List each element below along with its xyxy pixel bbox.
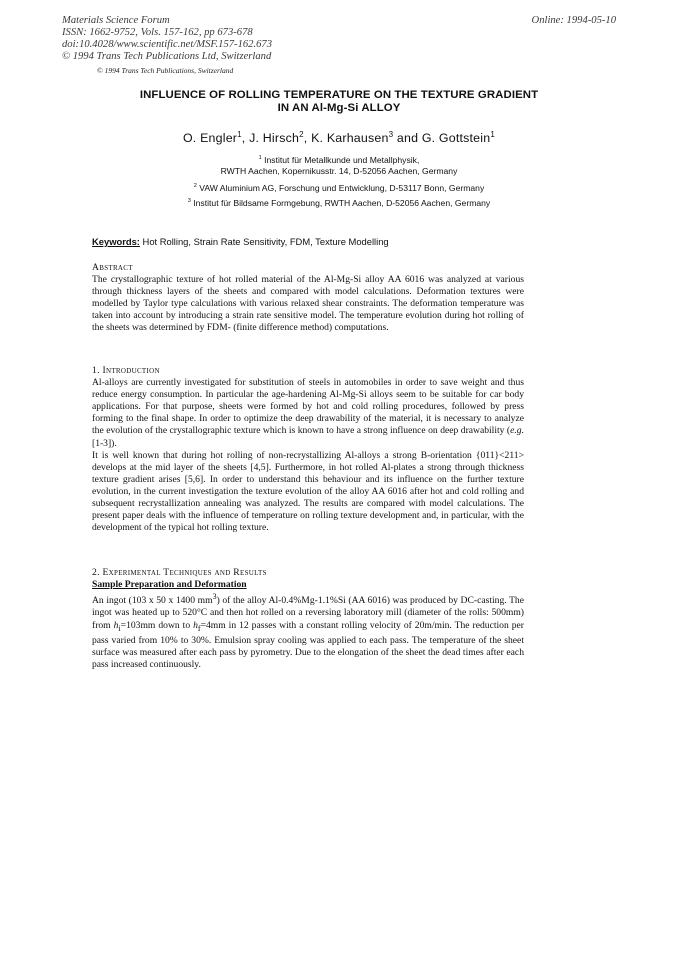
author-separator: , xyxy=(241,131,250,145)
author-separator: and xyxy=(393,131,422,145)
doi-line[interactable]: doi:10.4028/www.scientific.net/MSF.157-162.673 xyxy=(62,39,272,50)
affiliation-text: VAW Aluminium AG, Forschung und Entwicklung, D-53117 Bonn, Germany xyxy=(199,183,485,193)
affiliation-number: 1 xyxy=(258,155,262,162)
subsection-heading: Sample Preparation and Deformation xyxy=(92,579,247,591)
journal-name: Materials Science Forum xyxy=(62,15,170,26)
affiliation-text: Institut für Metallkunde und Metallphysik, xyxy=(264,155,420,165)
author-separator: , xyxy=(303,131,312,145)
section-title: Introduction xyxy=(102,365,160,376)
experimental-section xyxy=(92,567,524,671)
author-name: K. Karhausen xyxy=(311,131,389,145)
abstract-heading: Abstract xyxy=(92,262,133,273)
title-line-1: INFLUENCE OF ROLLING TEMPERATURE ON THE TEXTURE GRADIENT xyxy=(139,89,539,101)
introduction-heading xyxy=(92,365,524,377)
author-name: G. Gottstein xyxy=(421,131,491,145)
copyright-line: © 1994 Trans Tech Publications Ltd, Switzerland xyxy=(62,51,272,62)
affiliation-number: 2 xyxy=(193,183,197,190)
section-number: 2. xyxy=(92,567,100,578)
issn-line: ISSN: 1662-9752, Vols. 157-162, pp 673-678 xyxy=(62,27,253,38)
keywords xyxy=(92,236,389,247)
affiliation-1-address: RWTH Aachen, Kopernikusstr. 14, D-52056 Aachen, Germany xyxy=(220,166,458,176)
introduction-paragraph-2: It is well known that during hot rolling of non-recrystallizing Al-alloys a strong B-orientation {011}<211> develops at the mid layer of the sheets [4,5]. Furthermore, in hot rolled Al-plates a strong through thickness texture gradient arises [5,6]. In order to understand this behaviour and its influence on the further texture evolution, in the current investigation the texture evolution of the alloy AA 6016 after hot and cold rolling and subsequent recrystallization annealing was analyzed. The results are compared with model calculations. The present paper deals with the influence of temperature on rolling texture development and, in particular, with the development of the typical hot rolling texture. xyxy=(92,449,524,534)
author-name: O. Engler xyxy=(182,131,238,145)
affiliation-2 xyxy=(0,183,678,193)
citation-header xyxy=(62,15,272,63)
author-affil-mark: 3 xyxy=(388,129,394,139)
introduction-paragraph-1: Al-alloys are currently investigated for substitution of steels in automobiles in order to save weight and thus reduce energy consumption. In particular the age-hardening Al-Mg-Si alloys seem to be suitable for car body applications. For that purpose, sheets were formed by hot and cold rolling procedures, followed by press forming to the final shape. In order to optimize the deep drawability of the material, it is necessary to analyze the evolution of the crystallographic texture which is known to have a strong influence on deep drawability (e.g. [1-3]). xyxy=(92,377,524,449)
publisher-note: © 1994 Trans Tech Publications, Switzerland xyxy=(97,66,234,75)
author-list xyxy=(0,131,678,145)
experimental-heading xyxy=(92,567,524,579)
affiliation-3 xyxy=(0,198,678,208)
online-date: Online: 1994-05-10 xyxy=(531,15,616,26)
author-affil-mark: 1 xyxy=(237,129,242,139)
abstract-section xyxy=(92,262,524,335)
author-name: J. Hirsch xyxy=(249,131,300,145)
keywords-text: Hot Rolling, Strain Rate Sensitivity, FDM, Texture Modelling xyxy=(142,236,389,247)
section-title: Experimental Techniques and Results xyxy=(102,567,267,578)
section-number: 1. xyxy=(92,365,100,376)
paper-title xyxy=(0,89,678,115)
author-affil-mark: 2 xyxy=(299,129,304,139)
affiliation-text: Institut für Bildsame Formgebung, RWTH Aachen, D-52056 Aachen, Germany xyxy=(193,198,491,208)
keywords-label: Keywords: xyxy=(92,236,140,247)
abstract-text: The crystallographic texture of hot rolled material of the Al-Mg-Si alloy AA 6016 was analyzed at various through thickness layers of the sheets and compared with model calculations. Deformation textures were modelled by Taylor type calculations with various relaxed shear constraints. The deformation temperature was taken into account by introducing a strain rate sensitive model. The temperature evolution during hot rolling of the sheets was determined by FDM- (finite difference method) computations. xyxy=(92,274,524,334)
experimental-paragraph: An ingot (103 x 50 x 1400 $mm^3$) of the alloy Al-0.4%Mg-1.1%Si (AA 6016) was produced by DC-casting. The ingot was heated up to 520°C and then hot rolled on a reversing laboratory mill (diameter of the rolls: 500mm) from $h_i=103mm$ down to $h_f=4mm$ in 12 passes with a constant rolling velocity of 20m/min. The reduction per pass varied from 10% to 30%. Emulsion spray cooling was applied to each pass. The temperature of the sheet surface was measured after each pass by pyrometry. Due to the elongation of the sheet the dead times after each pass increased continuously. xyxy=(92,592,524,670)
title-line-2: IN AN Al-Mg-Si ALLOY xyxy=(277,102,401,114)
affiliation-number: 3 xyxy=(187,198,191,205)
affiliation-1 xyxy=(0,155,678,165)
author-affil-mark: 1 xyxy=(490,129,496,139)
introduction-section xyxy=(92,365,524,534)
